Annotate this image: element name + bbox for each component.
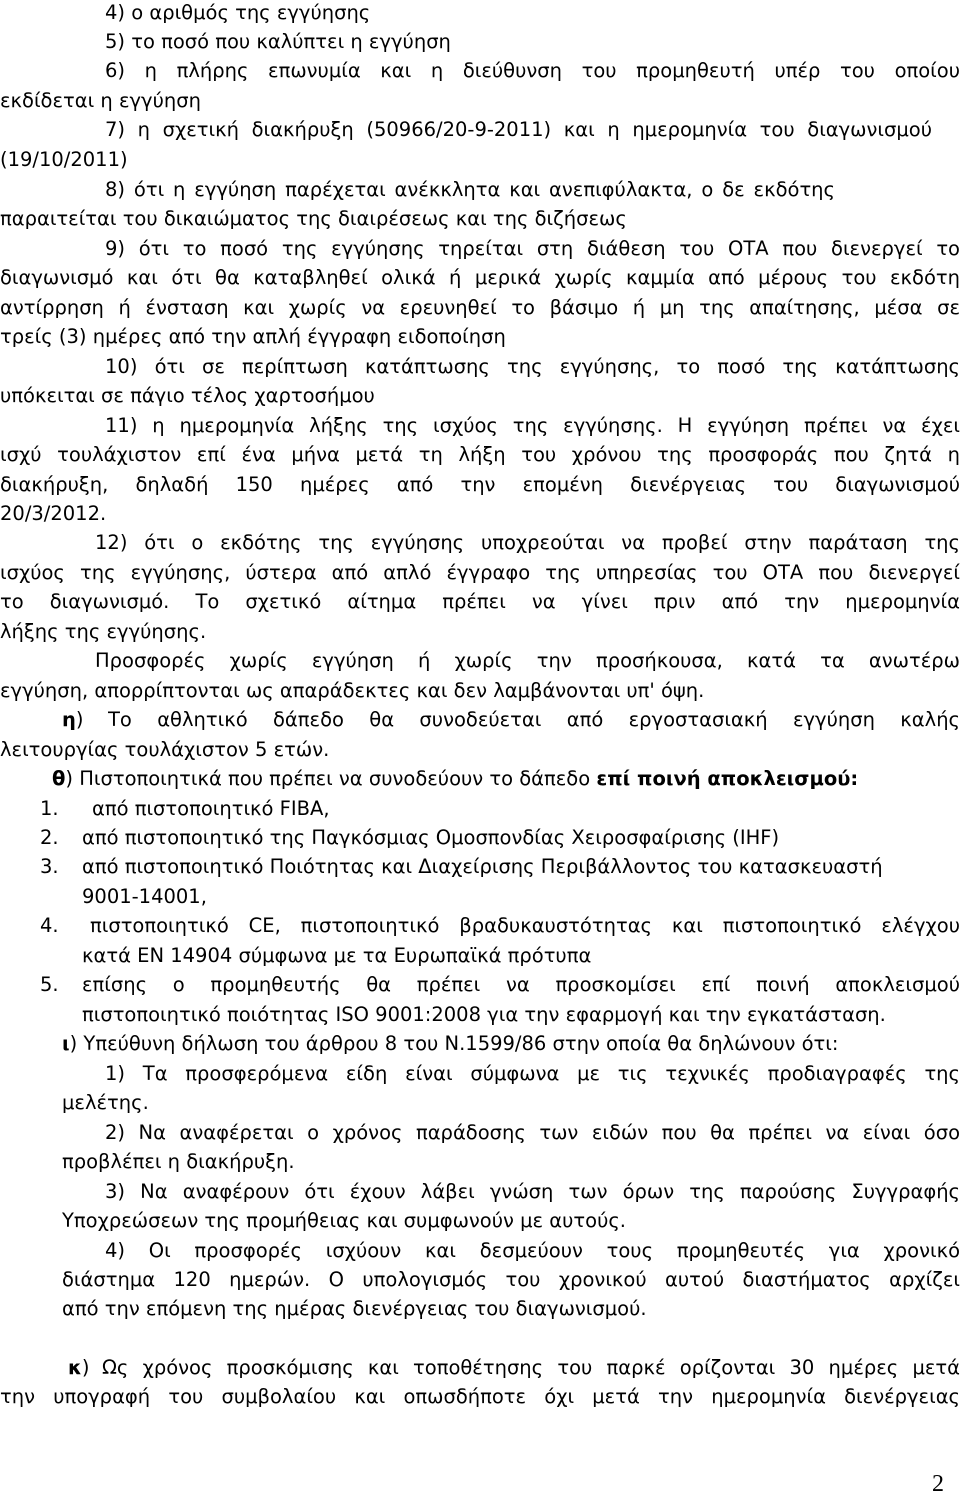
- text-line: 7) η σχετική διακήρυξη (50966/20-9-2011) και η ημερομηνία του διαγωνισμού: [105, 118, 932, 141]
- text-line: ι) Υπεύθυνη δήλωση του άρθρου 8 του Ν.1599/86 στην οποία θα δηλώνουν ότι:: [62, 1032, 839, 1055]
- item-marker-iota: ι: [62, 1032, 70, 1055]
- text-line: ισχύ τουλάχιστον επί ένα μήνα μετά τη λήξη του χρόνου της προσφοράς που ζητά η: [0, 443, 960, 466]
- text-line: μελέτης.: [62, 1091, 149, 1114]
- text-line: επίσης ο προμηθευτής θα πρέπει να προσκομίσει επί ποινή αποκλεισμού: [82, 973, 960, 996]
- text-line: 2) Να αναφέρεται ο χρόνος παράδοσης των ειδών που θα πρέπει να είναι όσο: [105, 1121, 960, 1144]
- item-marker-eta: η): [62, 708, 84, 731]
- text-line: αντίρρηση ή ένσταση και χωρίς να ερευνηθεί το βάσιμο ή μη της απαίτησης, μέσα σε: [0, 296, 960, 319]
- text-line: πιστοποιητικό CE, πιστοποιητικό βραδυκαυστότητας και πιστοποιητικό ελέγχου: [90, 914, 960, 937]
- text-line: τρείς (3) ημέρες από την απλή έγγραφη ειδοποίηση: [0, 325, 506, 348]
- list-number: 4.: [40, 914, 59, 937]
- text-line: 1) Τα προσφερόμενα είδη είναι σύμφωνα με τις τεχνικές προδιαγραφές της: [105, 1062, 960, 1085]
- text-line: 12) ότι ο εκδότης της εγγύησης υποχρεούται να προβεί στην παράταση της: [95, 531, 960, 554]
- list-number: 1.: [40, 797, 59, 820]
- text-line: 10) ότι σε περίπτωση κατάπτωσης της εγγύησης, το ποσό της κατάπτωσης: [105, 355, 960, 378]
- text-line: θ) Πιστοποιητικά που πρέπει να συνοδεύουν το δάπεδο επί ποινή αποκλεισμού:: [52, 767, 859, 790]
- bold-emphasis: επί ποινή αποκλεισμού:: [596, 767, 859, 790]
- text-line: 4) Οι προσφορές ισχύουν και δεσμεύουν τους προμηθευτές για χρονικό: [105, 1239, 960, 1262]
- text-line: διάστημα 120 ημερών. Ο υπολογισμός του χρονικού αυτού διαστήματος αρχίζει: [62, 1268, 960, 1291]
- text-line: 9) ότι το ποσό της εγγύησης τηρείται στη διάθεση του ΟΤΑ που διενεργεί το: [105, 237, 960, 260]
- list-number: 2.: [40, 826, 59, 849]
- page-number: 2: [932, 1471, 944, 1497]
- text-line: από πιστοποιητικό Ποιότητας και Διαχείρισης Περιβάλλοντος του κατασκευαστή: [82, 855, 883, 878]
- text-line: ισχύος της εγγύησης, ύστερα από απλό έγγραφο της υπηρεσίας του ΟΤΑ που διενεργεί: [0, 561, 960, 584]
- text-line: από πιστοποιητικό FIBA,: [92, 797, 330, 820]
- text-line: 5) το ποσό που καλύπτει η εγγύηση: [105, 30, 451, 53]
- text-line: 20/3/2012.: [0, 502, 107, 525]
- text-line: πιστοποιητικό ποιότητας ISO 9001:2008 για την εφαρμογή και την εγκατάσταση.: [82, 1003, 886, 1026]
- text-line: υπόκειται σε πάγιο τέλος χαρτοσήμου: [0, 384, 375, 407]
- text-line: διακήρυξη, δηλαδή 150 ημέρες από την επομένη διενέργειας του διαγωνισμού: [0, 473, 960, 496]
- text-line: 3) Να αναφέρουν ότι έχουν λάβει γνώση των όρων της παρούσης Συγγραφής: [105, 1180, 960, 1203]
- text-line: την υπογραφή του συμβολαίου και οπωσδήποτε όχι μετά την ημερομηνία διενέργειας: [0, 1385, 960, 1408]
- text-line: 9001-14001,: [82, 885, 207, 908]
- text-line: προβλέπει η διακήρυξη.: [62, 1150, 295, 1173]
- text-line: λειτουργίας τουλάχιστον 5 ετών.: [0, 738, 330, 761]
- text-line: το διαγωνισμό. Το σχετικό αίτημα πρέπει να γίνει πριν από την ημερομηνία: [0, 590, 960, 613]
- text-line: κατά EN 14904 σύμφωνα με τα Ευρωπαϊκά πρότυπα: [82, 944, 592, 967]
- text-line: 6) η πλήρης επωνυμία και η διεύθυνση του προμηθευτή υπέρ του οποίου: [105, 59, 960, 82]
- text-line: παραιτείται του δικαιώματος της διαιρέσεως και της διζήσεως: [0, 207, 627, 230]
- text-line: διαγωνισμό και ότι θα καταβληθεί ολικά ή μερικά χωρίς καμμία από μέρους του εκδότη: [0, 266, 960, 289]
- text-line: Το αθλητικό δάπεδο θα συνοδεύεται από εργοστασιακή εγγύηση καλής: [108, 708, 960, 731]
- text-line: εγγύηση, απορρίπτονται ως απαράδεκτες και δεν λαμβάνονται υπ' όψη.: [0, 679, 705, 702]
- text-line: λήξης της εγγύησης.: [0, 620, 207, 643]
- item-marker-theta: θ: [52, 767, 66, 790]
- text-line: από την επόμενη της ημέρας διενέργειας του διαγωνισμού.: [62, 1297, 647, 1320]
- text-line: 11) η ημερομηνία λήξης της ισχύος της εγγύησης. Η εγγύηση πρέπει να έχει: [105, 414, 960, 437]
- list-number: 5.: [40, 973, 59, 996]
- text-line: Υποχρεώσεων της προμήθειας και συμφωνούν με αυτούς.: [62, 1209, 626, 1232]
- text-line: εκδίδεται η εγγύηση: [0, 89, 201, 112]
- text-line: από πιστοποιητικό της Παγκόσμιας Ομοσπονδίας Χειροσφαίρισης (IHF): [82, 826, 780, 849]
- text-line: Προσφορές χωρίς εγγύηση ή χωρίς την προσήκουσα, κατά τα ανωτέρω: [95, 649, 960, 672]
- item-marker-kappa: κ): [68, 1356, 90, 1379]
- text-line: Ως χρόνος προσκόμισης και τοποθέτησης του παρκέ ορίζονται 30 ημέρες μετά: [102, 1356, 960, 1379]
- text-line: 4) ο αριθμός της εγγύησης: [105, 1, 371, 24]
- text-line: 8) ότι η εγγύηση παρέχεται ανέκκλητα και ανεπιφύλακτα, ο δε εκδότης: [105, 178, 835, 201]
- text-line: (19/10/2011): [0, 148, 128, 171]
- list-number: 3.: [40, 855, 59, 878]
